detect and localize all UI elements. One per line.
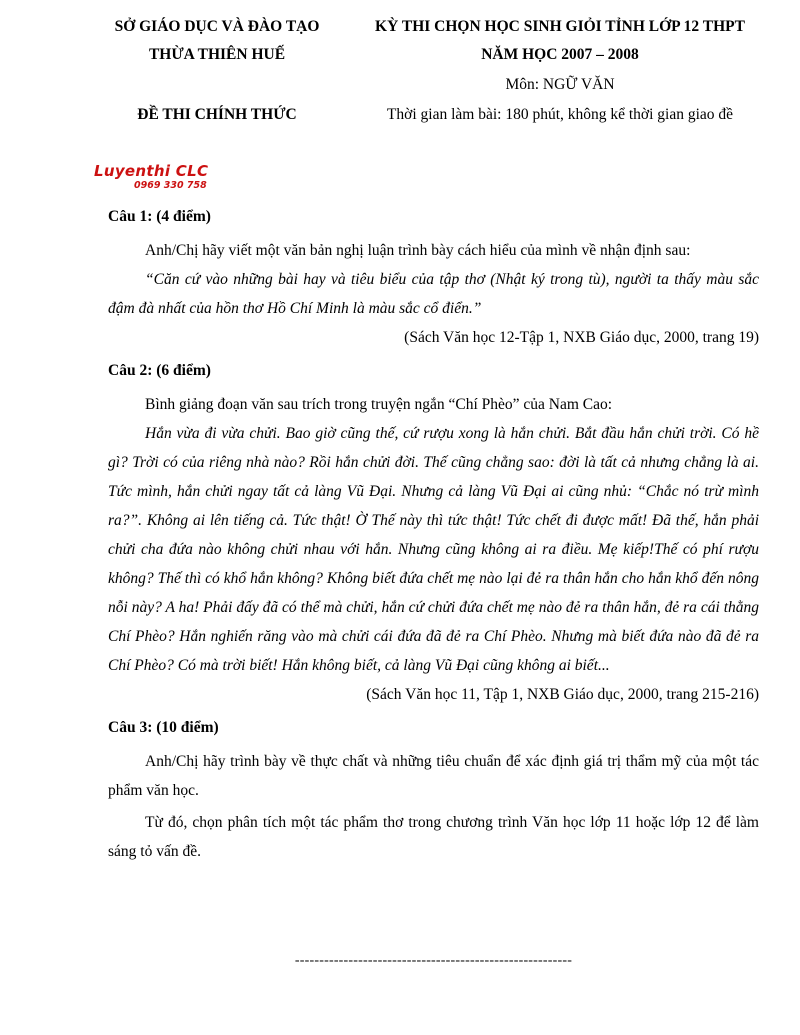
question-1-source: (Sách Văn học 12-Tập 1, NXB Giáo dục, 2000, trang 19) bbox=[404, 329, 759, 346]
question-1-quote: “Căn cứ vào những bài hay và tiêu biểu của tập thơ (Nhật ký trong tù), người ta thấy màu sắc đậm đà nhất của hồn thơ Hồ Chí Minh là màu sắc cổ điển.” bbox=[108, 271, 759, 317]
logo-phone: 0969 330 758 bbox=[134, 180, 207, 191]
exam-body bbox=[108, 205, 759, 866]
end-divider: --------------------------------------------------------- bbox=[294, 953, 573, 968]
school-year: NĂM HỌC 2007 – 2008 bbox=[481, 46, 639, 63]
question-2-source: (Sách Văn học 11, Tập 1, NXB Giáo dục, 2000, trang 215-216) bbox=[366, 686, 759, 703]
exam-name: KỲ THI CHỌN HỌC SINH GIỎI TỈNH LỚP 12 THPT bbox=[375, 18, 745, 35]
logo-title: Luyenthi CLC bbox=[94, 162, 209, 180]
time-allowed: Thời gian làm bài: 180 phút, không kể thời gian giao đề bbox=[386, 106, 734, 123]
question-3-paragraph-1: Anh/Chị hãy trình bày về thực chất và những tiêu chuẩn để xác định giá trị thẩm mỹ của một tác phẩm văn học. bbox=[108, 753, 759, 799]
subject-label: Môn: NGỮ VĂN bbox=[505, 76, 615, 93]
question-1 bbox=[108, 205, 759, 352]
official-exam-label: ĐỀ THI CHÍNH THỨC bbox=[137, 106, 297, 123]
question-1-title: Câu 1: (4 điểm) bbox=[108, 208, 211, 225]
department-name: SỞ GIÁO DỤC VÀ ĐÀO TẠO bbox=[114, 18, 320, 35]
question-3 bbox=[108, 716, 759, 866]
province-name: THỪA THIÊN HUẾ bbox=[148, 46, 286, 63]
exam-header bbox=[0, 0, 800, 140]
question-2-prompt: Bình giảng đoạn văn sau trích trong truyện ngắn “Chí Phèo” của Nam Cao: bbox=[145, 396, 613, 413]
question-2 bbox=[108, 359, 759, 709]
question-3-title: Câu 3: (10 điểm) bbox=[108, 719, 219, 736]
question-1-prompt: Anh/Chị hãy viết một văn bản nghị luận trình bày cách hiểu của mình về nhận định sau: bbox=[145, 242, 691, 259]
watermark-logo bbox=[94, 162, 254, 196]
question-3-paragraph-2: Từ đó, chọn phân tích một tác phẩm thơ trong chương trình Văn học lớp 11 hoặc lớp 12 để làm sáng tỏ vấn đề. bbox=[108, 814, 759, 860]
question-2-excerpt: Hắn vừa đi vừa chửi. Bao giờ cũng thế, cứ rượu xong là hắn chửi. Bắt đầu hắn chửi trời. Có hề gì? Trời có của riêng nhà nào? Rồi hắn chửi đời. Thế cũng chẳng sao: đời là tất cả nhưng chẳng là ai. Tức mình, hắn chửi ngay tất cả làng Vũ Đại. Nhưng cả làng Vũ Đại ai cũng nhủ: “Chắc nó trừ mình ra?”. Không ai lên tiếng cả. Tức thật! Ờ Thế này thì tức thật! Tức chết đi được mất! Đã thế, hắn phải chửi cha đứa nào không chửi nhau với hắn. Nhưng cũng không ai ra điều. Mẹ kiếp!Thế có phí rượu không? Thế thì có khổ hắn không? Không biết đứa chết mẹ nào lại đẻ ra thân hắn cho hắn khổ đến nông nỗi này? A ha! Phải đấy đã có thể mà chửi, hắn cứ chửi đứa chết mẹ nào đẻ ra thân hắn, đẻ ra cái thằng Chí Phèo? Hắn nghiến răng vào mà chửi cái đứa đã đẻ ra Chí Phèo. Nhưng mà biết đứa nào đã đẻ ra Chí Phèo? Có mà trời biết! Hắn không biết, cả làng Vũ Đại cũng không ai biết... bbox=[108, 425, 759, 674]
question-2-title: Câu 2: (6 điểm) bbox=[108, 362, 211, 379]
